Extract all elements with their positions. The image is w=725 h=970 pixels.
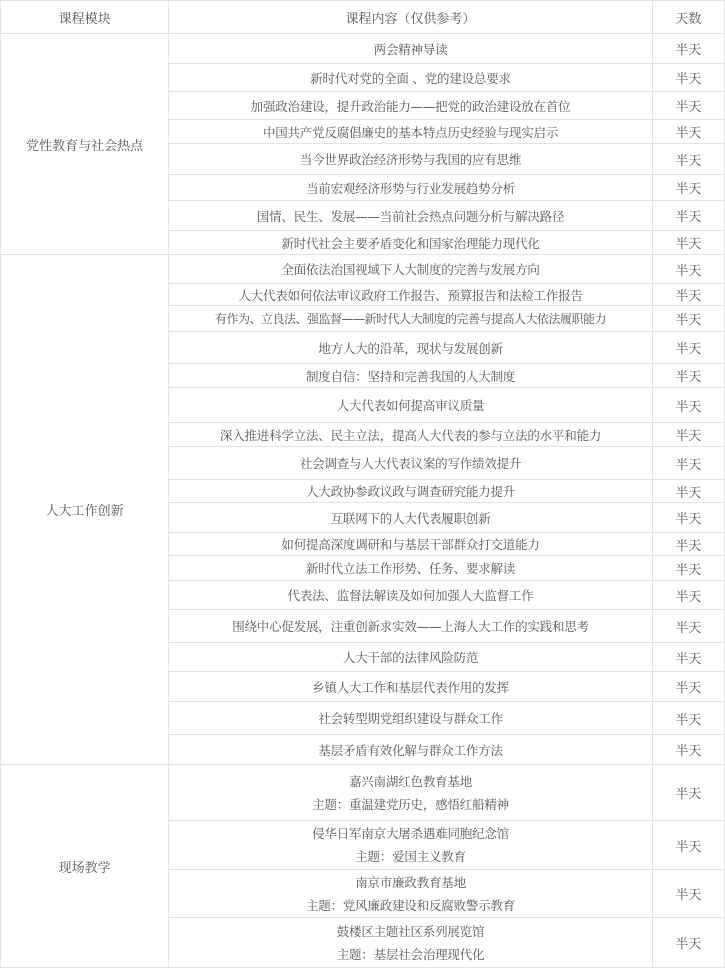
course-cell: 互联网下的人大代表履职创新 <box>169 503 653 533</box>
site-name: 嘉兴南湖红色教育基地 <box>349 773 473 789</box>
course-cell: 当前宏观经济形势与行业发展趋势分析 <box>169 175 653 201</box>
course-cell <box>169 918 653 968</box>
site-theme: 主题：爱国主义教育 <box>355 849 466 864</box>
days-cell: 半天 <box>652 175 724 201</box>
course-cell: 制度自信：坚持和完善我国的人大制度 <box>169 364 653 388</box>
course-cell: 人大干部的法律风险防范 <box>169 643 653 672</box>
site-theme: 主题：基层社会治理现代化 <box>336 946 485 962</box>
module-cell: 党性教育与社会热点 <box>1 34 169 255</box>
days-cell: 半天 <box>652 643 724 672</box>
days-cell: 半天 <box>652 92 724 120</box>
days-cell: 半天 <box>652 306 724 332</box>
table-row <box>1 255 725 284</box>
days-cell: 半天 <box>652 821 724 870</box>
course-cell: 有作为、立良法、强监督——新时代人大制度的完善与提高人大依法履职能力 <box>169 306 653 332</box>
days-cell: 半天 <box>652 556 724 581</box>
header-days: 天数 <box>652 1 724 34</box>
header-content: 课程内容（仅供参考） <box>169 1 653 34</box>
course-cell: 人大政协参政议政与调查研究能力提升 <box>169 480 653 503</box>
days-cell: 半天 <box>652 480 724 503</box>
site-theme: 主题：党风廉政建设和反腐败警示教育 <box>305 897 516 913</box>
days-cell: 半天 <box>652 765 724 821</box>
course-cell: 新时代立法工作形势、任务、要求解读 <box>169 556 653 581</box>
course-cell: 社会转型期党组织建设与群众工作 <box>169 702 653 735</box>
course-cell: 深入推进科学立法、民主立法，提高人大代表的参与立法的水平和能力 <box>169 423 653 447</box>
site-theme: 主题：重温建党历史，感悟红船精神 <box>312 796 509 812</box>
days-cell: 半天 <box>652 581 724 610</box>
days-cell: 半天 <box>652 332 724 364</box>
course-cell: 两会精神导读 <box>169 34 653 64</box>
days-cell: 半天 <box>652 870 724 918</box>
course-cell <box>169 821 653 870</box>
days-cell: 半天 <box>652 231 724 255</box>
course-cell: 乡镇人大工作和基层代表作用的发挥 <box>169 672 653 702</box>
course-cell: 人大代表如何提高审议质量 <box>169 388 653 423</box>
course-cell: 中国共产党反腐倡廉史的基本特点历史经验与现实启示 <box>169 120 653 144</box>
days-cell: 半天 <box>652 201 724 231</box>
course-cell: 加强政治建设，提升政治能力——把党的政治建设放在首位 <box>169 92 653 120</box>
course-cell: 当今世界政治经济形势与我国的应有思维 <box>169 144 653 175</box>
days-cell: 半天 <box>652 533 724 556</box>
table-row <box>1 765 725 821</box>
table-row <box>1 34 725 64</box>
days-cell: 半天 <box>652 447 724 480</box>
days-cell: 半天 <box>652 255 724 284</box>
days-cell: 半天 <box>652 503 724 533</box>
days-cell: 半天 <box>652 388 724 423</box>
days-cell: 半天 <box>652 34 724 64</box>
course-cell: 新时代对党的全面 、党的建设总要求 <box>169 64 653 92</box>
course-cell: 国情、民生、发展——当前社会热点问题分析与解决路径 <box>169 201 653 231</box>
days-cell: 半天 <box>652 610 724 643</box>
course-cell <box>169 870 653 918</box>
days-cell: 半天 <box>652 672 724 702</box>
module-cell: 现场教学 <box>1 765 169 968</box>
course-cell: 围绕中心促发展，注重创新求实效——上海人大工作的实践和思考 <box>169 610 653 643</box>
course-cell: 如何提高深度调研和与基层干部群众打交道能力 <box>169 533 653 556</box>
module-cell: 人大工作创新 <box>1 255 169 765</box>
course-cell: 地方人大的沿革，现状与发展创新 <box>169 332 653 364</box>
header-module: 课程模块 <box>1 1 169 34</box>
course-cell <box>169 765 653 821</box>
days-cell: 半天 <box>652 423 724 447</box>
days-cell: 半天 <box>652 364 724 388</box>
days-cell: 半天 <box>652 284 724 306</box>
course-cell: 代表法、监督法解读及如何加强人大监督工作 <box>169 581 653 610</box>
days-cell: 半天 <box>652 702 724 735</box>
course-cell: 人大代表如何依法审议政府工作报告、预算报告和法检工作报告 <box>169 284 653 306</box>
header-row <box>1 1 725 34</box>
site-name: 南京市廉政教育基地 <box>355 874 466 890</box>
days-cell: 半天 <box>652 918 724 968</box>
course-cell: 社会调查与人大代表议案的写作绩效提升 <box>169 447 653 480</box>
course-cell: 基层矛盾有效化解与群众工作方法 <box>169 735 653 765</box>
site-name: 侵华日军南京大屠杀遇难同胞纪念馆 <box>312 826 509 841</box>
days-cell: 半天 <box>652 64 724 92</box>
days-cell: 半天 <box>652 120 724 144</box>
days-cell: 半天 <box>652 735 724 765</box>
course-cell: 新时代社会主要矛盾变化和国家治理能力现代化 <box>169 231 653 255</box>
course-cell: 全面依法治国视域下人大制度的完善与发展方向 <box>169 255 653 284</box>
days-cell: 半天 <box>652 144 724 175</box>
site-name: 鼓楼区主题社区系列展览馆 <box>336 923 485 939</box>
